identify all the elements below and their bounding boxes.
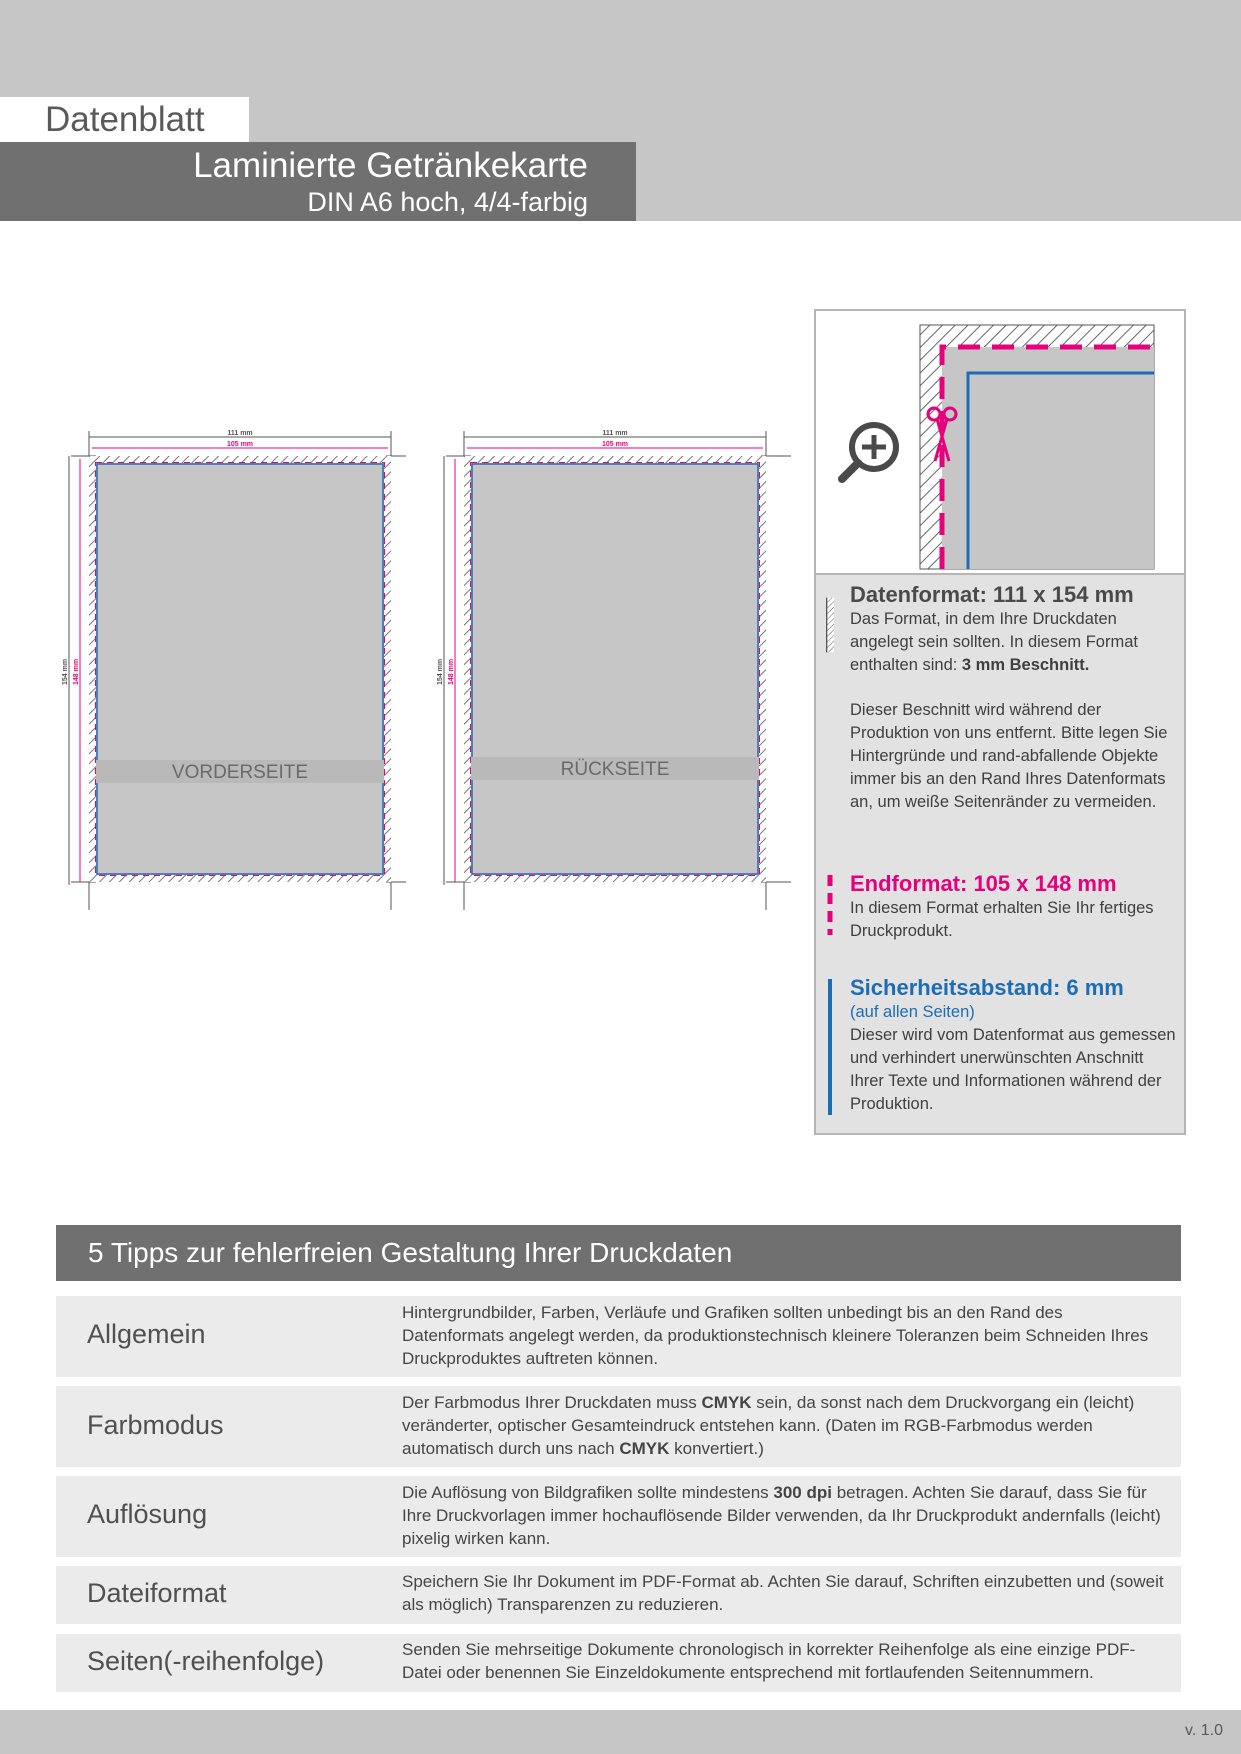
- height-data-label: 154 mm: [62, 658, 69, 686]
- tip-label: Dateiformat: [87, 1578, 227, 1608]
- tips-section: [56, 1225, 1181, 1682]
- endformat-block: [826, 871, 1176, 943]
- back-side-label: RÜCKSEITE: [560, 759, 670, 780]
- width-final-label: 105 mm: [601, 441, 629, 448]
- footer-band: [0, 1710, 1241, 1754]
- tip-row: [56, 1566, 1181, 1624]
- front-side-label: VORDERSEITE: [171, 762, 309, 783]
- tip-label: Farbmodus: [87, 1410, 224, 1440]
- back-sheet-diagram: [431, 420, 801, 910]
- tip-row: [56, 1386, 1181, 1467]
- zoom-detail: [816, 311, 1184, 575]
- height-final-label: 148 mm: [73, 658, 80, 686]
- endformat-text: In diesem Format erhalten Sie Ihr fertiges Druckprodukt.: [850, 899, 1154, 940]
- endformat-title: Endformat: 105 x 148 mm: [850, 871, 1117, 896]
- sicherheit-text: Dieser wird vom Datenformat aus gemessen und verhindert unerwünschten Anschnitt Ihrer Texte und Informationen während der Produktion.: [850, 1026, 1176, 1113]
- width-data-label: 111 mm: [602, 430, 628, 437]
- sicherheit-block: [826, 975, 1176, 1116]
- datenformat-text: Das Format, in dem Ihre Druckdaten angelegt sein sollten. In diesem Format enthalten sind: 3 mm Beschnitt.: [850, 610, 1138, 674]
- height-data-label: 154 mm: [437, 658, 444, 686]
- bleed-hatch-swatch: [826, 584, 834, 666]
- tip-row: [56, 1634, 1181, 1692]
- height-final-label: 148 mm: [448, 658, 455, 686]
- sicherheit-sub: (auf allen Seiten): [850, 1003, 975, 1021]
- tip-row: [56, 1296, 1181, 1377]
- tips-heading: 5 Tipps zur fehlerfreien Gestaltung Ihrer Druckdaten: [56, 1225, 1181, 1281]
- safety-line-swatch: [828, 979, 832, 1115]
- format-info-panel: [814, 309, 1186, 1135]
- magnifier-plus-icon: [842, 425, 896, 479]
- tip-label: Allgemein: [87, 1319, 206, 1349]
- width-final-label: 105 mm: [226, 441, 254, 448]
- sicherheit-title: Sicherheitsabstand: 6 mm: [850, 975, 1124, 1000]
- tip-row: [56, 1476, 1181, 1557]
- page-title: Laminierte Getränkekarte: [193, 146, 588, 185]
- tip-description: Senden Sie mehrseitige Dokumente chronologisch in korrekter Reihenfolge als eine einzige PDF-Datei oder benennen Sie Einzeldokumente entsprechend mit fortlaufenden Seitennummern.: [402, 1640, 1136, 1682]
- datenformat-note: Dieser Beschnitt wird während der Produktion von uns entfernt. Bitte legen Sie Hintergründe und rand-abfallende Objekte immer bis an den Rand Ihres Datenformats an, um weiße Seitenränder zu vermeiden.: [850, 701, 1168, 811]
- title-bar: [0, 142, 636, 221]
- page-subtitle: DIN A6 hoch, 4/4-farbig: [307, 187, 588, 217]
- version-label: v. 1.0: [1185, 1722, 1223, 1739]
- tip-description: Hintergrundbilder, Farben, Verläufe und Grafiken sollten unbedingt bis an den Rand des Datenformats angelegt werden, da produktionstechnisch kleinere Toleranzen beim Schneiden Ihres Druckproduktes auftreten können.: [402, 1303, 1149, 1368]
- tip-label: Auflösung: [87, 1499, 208, 1529]
- tip-label: Seiten(-reihenfolge): [87, 1646, 325, 1676]
- datenformat-title: Datenformat: 111 x 154 mm: [850, 582, 1134, 607]
- tip-description: Die Auflösung von Bildgrafiken sollte mindestens 300 dpi betragen. Achten Sie darauf, dass Sie für Ihre Druckvorlagen immer hochauflösende Bilder verwenden, da Ihr Druckprodukt andernfalls (leicht) pixelig wirken kann.: [402, 1483, 1161, 1548]
- datenformat-block: [826, 582, 1176, 814]
- document-tag: Datenblatt: [0, 97, 249, 142]
- width-data-label: 111 mm: [227, 430, 253, 437]
- tip-description: Der Farbmodus Ihrer Druckdaten muss CMYK sein, da sonst nach dem Druckvorgang ein (leicht) veränderter, optischer Gesamteindruck entstehen kann. (Daten im RGB-Farbmodus werden automatisch durch uns nach CMYK konvertiert.): [402, 1393, 1135, 1458]
- trim-line-swatch: [826, 875, 834, 935]
- front-sheet-diagram: [56, 420, 406, 910]
- tip-description: Speichern Sie Ihr Dokument im PDF-Format ab. Achten Sie darauf, Schriften einzubetten und (soweit als möglich) Transparenzen zu reduzieren.: [402, 1572, 1164, 1614]
